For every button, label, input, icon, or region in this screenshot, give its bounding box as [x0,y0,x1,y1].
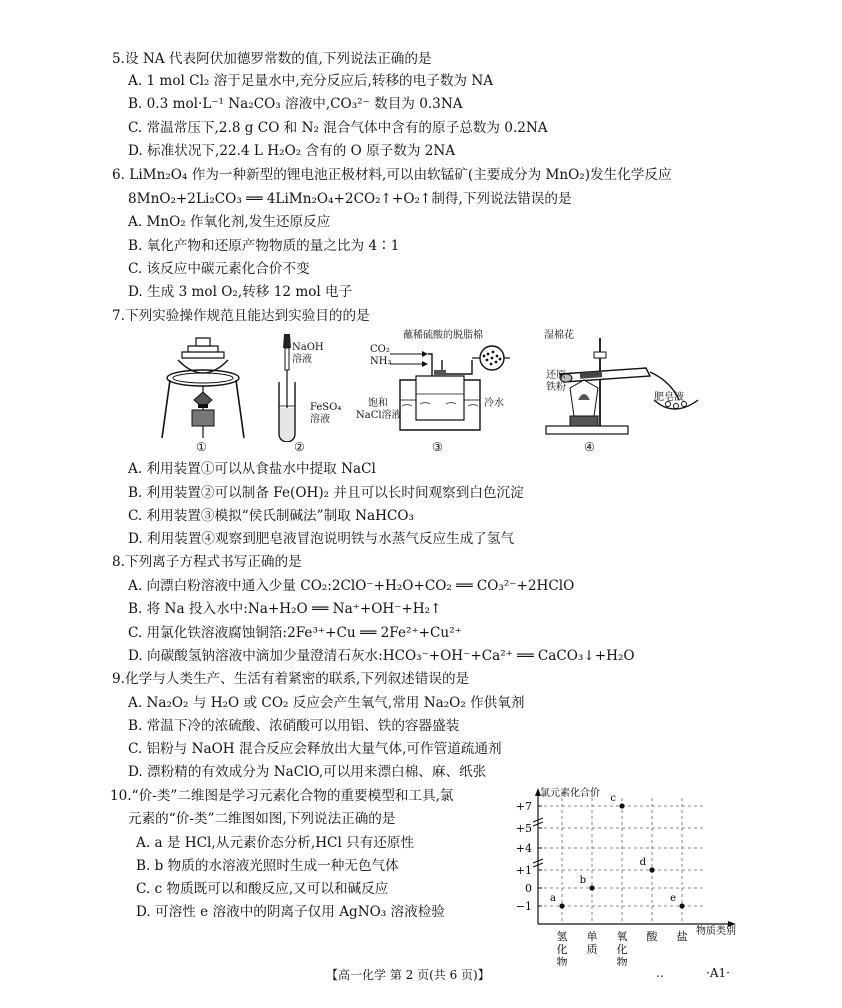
chart-point-label-c: c [610,793,616,804]
caption-apparatus-3: ③ [432,440,443,454]
valence-class-chart [500,784,745,966]
label-naoh: NaOH [292,342,324,353]
apparatus-1-evaporation [158,330,248,440]
q8-option-d: D. 向碳酸氢钠溶液中滴加少量澄清石灰水:HCO₃⁻+OH⁻+Ca²⁺ ══ CaCO₃↓+H₂O [128,648,635,664]
q6-option-d: D. 生成 3 mol O₂,转移 12 mol 电子 [128,284,353,300]
chart-point-a [559,903,564,908]
q8-stem: 8.下列离子方程式书写正确的是 [112,554,302,570]
q9-option-b: B. 常温下冷的浓硫酸、浓硝酸可以用铝、铁的容器盛装 [128,718,460,734]
q10-stem-line1: 10.“价-类”二维图是学习元素化合物的重要模型和工具,氯 [110,788,454,804]
chart-y-tick-label: +7 [515,800,532,813]
footer-page-info: 【高一化学 第 2 页(共 6 页)】 [326,968,490,982]
q6-option-c: C. 该反应中碳元素化合价不变 [128,261,310,277]
q5-option-b: B. 0.3 mol·L⁻¹ Na₂CO₃ 溶液中,CO₃²⁻ 数目为 0.3NA [128,96,463,112]
chart-point-label-e: e [670,893,676,904]
label-co2: CO₂ [370,344,390,355]
q8-option-a: A. 向漂白粉溶液中通入少量 CO₂:2ClO⁻+H₂O+CO₂ ══ CO₃²⁻+2HClO [128,578,575,594]
chart-point-c [619,803,624,808]
q7-option-c: C. 利用装置③模拟“侯氏制碱法”制取 NaHCO₃ [128,508,414,524]
q5-stem: 5.设 NA 代表阿伏加德罗常数的值,下列说法正确的是 [112,51,432,67]
q9-stem: 9.化学与人类生产、生活有着紧密的联系,下列叙述错误的是 [112,671,470,687]
label-soap: 肥皂液 [654,392,684,403]
chart-point-b [589,885,594,890]
q8-option-c: C. 用氯化铁溶液腐蚀铜箔:2Fe³⁺+Cu ══ 2Fe²⁺+Cu²⁺ [128,625,462,641]
label-naoh-solution: 溶液 [292,354,312,365]
chart-category-label: 盐 [676,930,688,943]
label-nh3: NH₃ [370,356,392,367]
q7-stem: 7.下列实验操作规范且能达到实验目的的是 [112,308,370,324]
label-feso4: FeSO₄ [310,402,342,413]
chart-point-label-d: d [639,857,646,868]
q7-option-a: A. 利用装置①可以从食盐水中提取 NaCl [128,461,376,477]
chart-y-tick-label: −1 [515,900,532,913]
chart-category-label: 单质 [586,930,598,956]
label-saturated: 饱和 [368,398,388,409]
label-cold-water: 冷水 [484,398,504,409]
q9-option-d: D. 漂粉精的有效成分为 NaClO,可以用来漂白棉、麻、纸张 [128,764,487,780]
chart-point-d [649,867,654,872]
chart-x-axis-label: 物质类别 [696,926,736,937]
footer-code: ·A1· [706,966,730,980]
chart-y-tick-label: 0 [525,882,532,895]
q10-option-a: A. a 是 HCl,从元素价态分析,HCl 只有还原性 [136,835,415,851]
caption-apparatus-2: ② [294,440,305,454]
q6-option-a: A. MnO₂ 作氧化剂,发生还原反应 [128,214,331,230]
q5-option-c: C. 常温常压下,2.8 g CO 和 N₂ 混合气体中含有的原子总数为 0.2NA [128,120,548,136]
label-feso4-solution: 溶液 [310,414,330,425]
chart-category-label: 氧化物 [616,930,628,966]
label-iron-powder: 铁粉 [546,382,566,393]
chart-category-label: 氢化物 [556,930,568,966]
q10-option-d: D. 可溶性 e 溶液中的阴离子仅用 AgNO₃ 溶液检验 [136,904,445,920]
chart-y-axis-label: 氯元素化合价 [540,788,600,799]
chart-y-tick-label: +1 [515,864,532,877]
q6-stem-line1: 6. LiMn₂O₄ 作为一种新型的锂电池正极材料,可以由软锰矿(主要成分为 MnO₂)发生化学反应 [112,167,672,183]
label-wet-cotton: 湿棉花 [544,330,574,341]
q9-option-c: C. 铝粉与 NaOH 混合反应会释放出大量气体,可作管道疏通剂 [128,741,502,757]
footer-dots: .. [656,966,664,980]
q9-option-a: A. Na₂O₂ 与 H₂O 或 CO₂ 反应会产生氧气,常用 Na₂O₂ 作供氧剂 [128,695,525,711]
chart-y-tick-label: +4 [515,842,532,855]
q6-stem-line2: 8MnO₂+2Li₂CO₃ ══ 4LiMn₂O₄+2CO₂↑+O₂↑制得,下列说法错误的是 [128,191,572,207]
chart-point-e [679,903,684,908]
q10-option-b: B. b 物质的水溶液光照时生成一种无色气体 [136,858,399,874]
caption-apparatus-4: ④ [584,440,595,454]
q5-option-d: D. 标准状况下,22.4 L H₂O₂ 含有的 O 原子数为 2NA [128,143,456,159]
q6-option-b: B. 氧化产物和还原产物物质的量之比为 4∶1 [128,238,400,254]
q5-option-a: A. 1 mol Cl₂ 溶于足量水中,充分反应后,转移的电子数为 NA [128,73,494,89]
caption-apparatus-1: ① [196,440,207,454]
chart-point-label-b: b [579,875,586,886]
q7-option-b: B. 利用装置②可以制备 Fe(OH)₂ 并且可以长时间观察到白色沉淀 [128,485,524,501]
label-reduced: 还原 [546,370,566,381]
label-cotton: 蘸稀硫酸的脱脂棉 [403,330,483,341]
chart-y-tick-label: +5 [515,822,532,835]
q10-option-c: C. c 物质既可以和酸反应,又可以和碱反应 [136,881,389,897]
q8-option-b: B. 将 Na 投入水中:Na+H₂O ══ Na⁺+OH⁻+H₂↑ [128,601,442,617]
q10-stem-line2: 元素的“价-类”二维图如图,下列说法正确的是 [128,811,396,827]
label-nacl-solution: NaCl溶液 [356,410,402,421]
q7-option-d: D. 利用装置④观察到肥皂液冒泡说明铁与水蒸气反应生成了氢气 [128,531,515,547]
chart-point-label-a: a [550,893,556,904]
chart-category-label: 酸 [646,930,658,943]
